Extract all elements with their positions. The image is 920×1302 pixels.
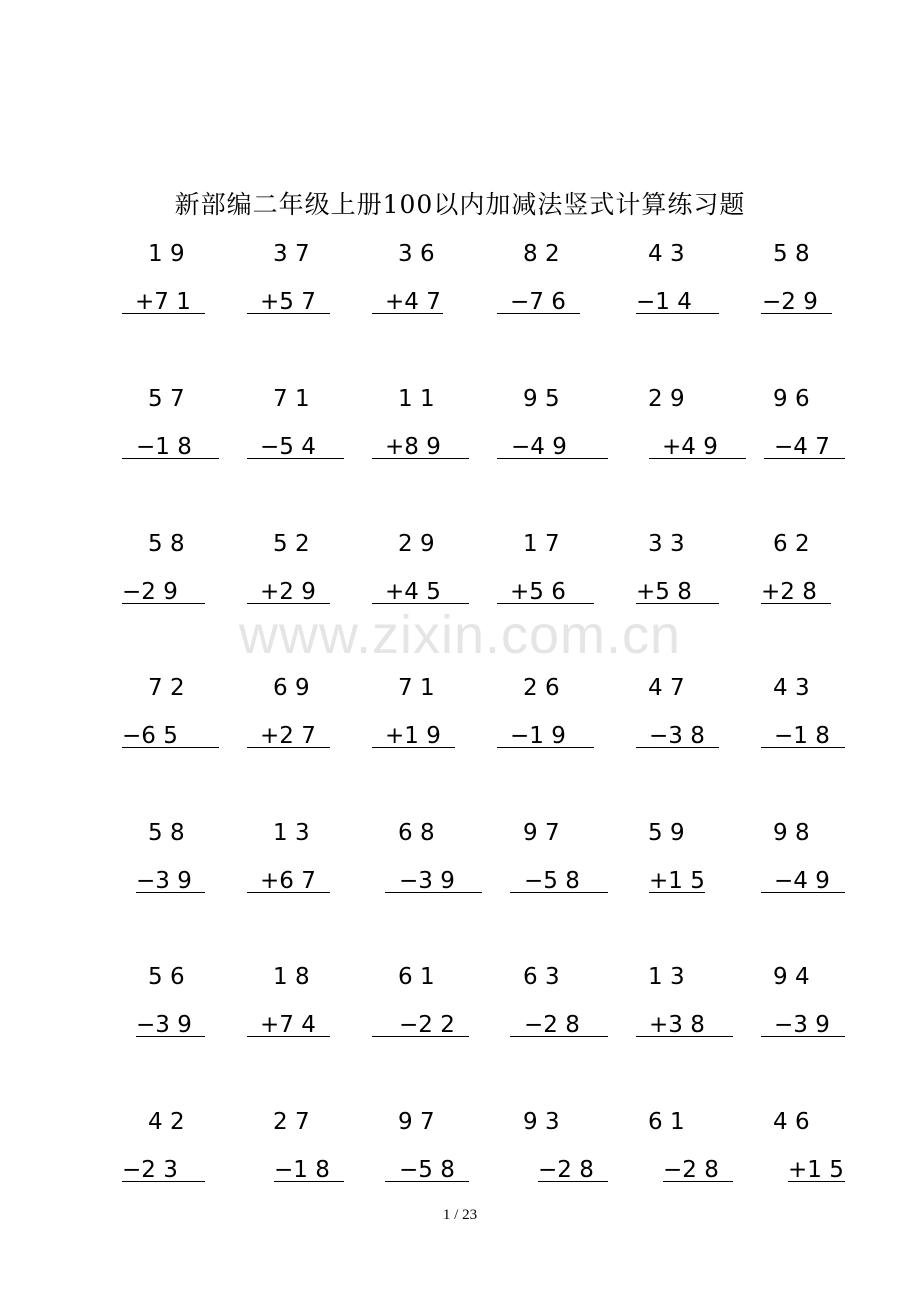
top-number: 8 2: [523, 241, 560, 267]
bottom-operand: −2 3: [122, 1157, 178, 1183]
page-title: 新部编二年级上册100以内加减法竖式计算练习题: [174, 190, 746, 219]
top-number: 2 9: [398, 531, 435, 557]
top-number: 6 1: [648, 1109, 685, 1135]
bottom-operand: −3 9: [399, 868, 455, 894]
top-number: 1 3: [273, 820, 310, 846]
top-number: 4 6: [773, 1109, 810, 1135]
answer-line: [788, 1181, 845, 1182]
answer-line: [247, 1036, 330, 1037]
top-number: 7 1: [273, 386, 310, 412]
bottom-operand: +7 4: [260, 1012, 316, 1038]
bottom-operand: −1 4: [636, 289, 692, 315]
top-number: 1 7: [523, 531, 560, 557]
bottom-operand: +2 7: [260, 723, 316, 749]
watermark: www.zixin.com.cn: [238, 605, 682, 665]
answer-line: [636, 313, 719, 314]
answer-line: [663, 1181, 733, 1182]
top-number: 5 2: [273, 531, 310, 557]
answer-line: [761, 313, 832, 314]
answer-line: [385, 1181, 469, 1182]
answer-line: [497, 313, 580, 314]
top-number: 4 7: [648, 675, 685, 701]
bottom-operand: −2 9: [762, 289, 818, 315]
bottom-operand: +5 6: [510, 579, 566, 605]
top-number: 2 7: [273, 1109, 310, 1135]
answer-line: [538, 1181, 608, 1182]
answer-line: [510, 1036, 608, 1037]
answer-line: [510, 892, 608, 893]
top-number: 1 8: [273, 964, 310, 990]
bottom-operand: +5 8: [636, 579, 692, 605]
answer-line: [636, 747, 719, 748]
answer-line: [122, 603, 205, 604]
answer-line: [372, 313, 443, 314]
top-number: 9 6: [773, 386, 810, 412]
bottom-operand: +1 5: [649, 868, 705, 894]
bottom-operand: −5 8: [524, 868, 580, 894]
answer-line: [649, 458, 746, 459]
answer-line: [497, 458, 608, 459]
top-number: 9 3: [523, 1109, 560, 1135]
bottom-operand: −2 9: [122, 579, 178, 605]
top-number: 2 9: [648, 386, 685, 412]
top-number: 9 7: [523, 820, 560, 846]
bottom-operand: −2 8: [538, 1157, 594, 1183]
answer-line: [274, 1181, 344, 1182]
bottom-operand: −1 8: [274, 1157, 330, 1183]
top-number: 4 3: [648, 241, 685, 267]
top-number: 5 9: [648, 820, 685, 846]
bottom-operand: +8 9: [385, 434, 441, 460]
bottom-operand: +3 8: [649, 1012, 705, 1038]
bottom-operand: −2 2: [399, 1012, 455, 1038]
answer-line: [497, 747, 594, 748]
top-number: 6 2: [773, 531, 810, 557]
top-number: 1 3: [648, 964, 685, 990]
answer-line: [247, 603, 330, 604]
bottom-operand: −4 9: [774, 868, 830, 894]
top-number: 9 8: [773, 820, 810, 846]
answer-line: [247, 892, 330, 893]
bottom-operand: −2 8: [663, 1157, 719, 1183]
top-number: 7 2: [148, 675, 185, 701]
top-number: 5 6: [148, 964, 185, 990]
bottom-operand: −1 8: [774, 723, 830, 749]
top-number: 6 3: [523, 964, 560, 990]
answer-line: [136, 1036, 205, 1037]
top-number: 3 6: [398, 241, 435, 267]
top-number: 5 8: [148, 531, 185, 557]
bottom-operand: +2 9: [260, 579, 316, 605]
bottom-operand: −2 8: [524, 1012, 580, 1038]
answer-line: [636, 1036, 733, 1037]
answer-line: [247, 747, 330, 748]
answer-line: [761, 603, 831, 604]
answer-line: [649, 892, 705, 893]
bottom-operand: −1 8: [136, 434, 192, 460]
top-number: 4 3: [773, 675, 810, 701]
bottom-operand: −4 9: [511, 434, 567, 460]
bottom-operand: −3 9: [774, 1012, 830, 1038]
answer-line: [136, 892, 205, 893]
bottom-operand: +4 9: [662, 434, 718, 460]
bottom-operand: −1 9: [510, 723, 566, 749]
bottom-operand: −5 8: [399, 1157, 455, 1183]
answer-line: [761, 892, 845, 893]
answer-line: [764, 458, 845, 459]
answer-line: [122, 747, 219, 748]
bottom-operand: −3 9: [136, 1012, 192, 1038]
top-number: 9 7: [398, 1109, 435, 1135]
top-number: 6 8: [398, 820, 435, 846]
bottom-operand: +7 1: [135, 289, 191, 315]
top-number: 9 4: [773, 964, 810, 990]
answer-line: [372, 458, 469, 459]
bottom-operand: −3 8: [649, 723, 705, 749]
top-number: 5 7: [148, 386, 185, 412]
answer-line: [761, 747, 845, 748]
top-number: 6 1: [398, 964, 435, 990]
bottom-operand: −5 4: [260, 434, 316, 460]
bottom-operand: +1 9: [385, 723, 441, 749]
top-number: 5 8: [773, 241, 810, 267]
bottom-operand: −3 9: [136, 868, 192, 894]
top-number: 7 1: [398, 675, 435, 701]
answer-line: [372, 603, 469, 604]
top-number: 4 2: [148, 1109, 185, 1135]
answer-line: [636, 603, 719, 604]
answer-line: [761, 1036, 845, 1037]
answer-line: [247, 313, 330, 314]
answer-line: [122, 1181, 205, 1182]
bottom-operand: +2 8: [761, 579, 817, 605]
bottom-operand: −6 5: [122, 723, 178, 749]
answer-line: [122, 313, 205, 314]
answer-line: [372, 1036, 469, 1037]
page-number: 1 / 23: [442, 1207, 478, 1223]
top-number: 6 9: [273, 675, 310, 701]
top-number: 3 3: [648, 531, 685, 557]
bottom-operand: +4 7: [385, 289, 441, 315]
top-number: 1 9: [148, 241, 185, 267]
top-number: 9 5: [523, 386, 560, 412]
bottom-operand: −7 6: [510, 289, 566, 315]
answer-line: [497, 603, 594, 604]
bottom-operand: +6 7: [260, 868, 316, 894]
top-number: 3 7: [273, 241, 310, 267]
top-number: 1 1: [398, 386, 435, 412]
bottom-operand: +4 5: [385, 579, 441, 605]
top-number: 2 6: [523, 675, 560, 701]
answer-line: [247, 458, 344, 459]
answer-line: [385, 892, 482, 893]
bottom-operand: +5 7: [260, 289, 316, 315]
bottom-operand: −4 7: [774, 434, 830, 460]
answer-line: [372, 747, 455, 748]
bottom-operand: +1 5: [788, 1157, 844, 1183]
top-number: 5 8: [148, 820, 185, 846]
answer-line: [122, 458, 219, 459]
